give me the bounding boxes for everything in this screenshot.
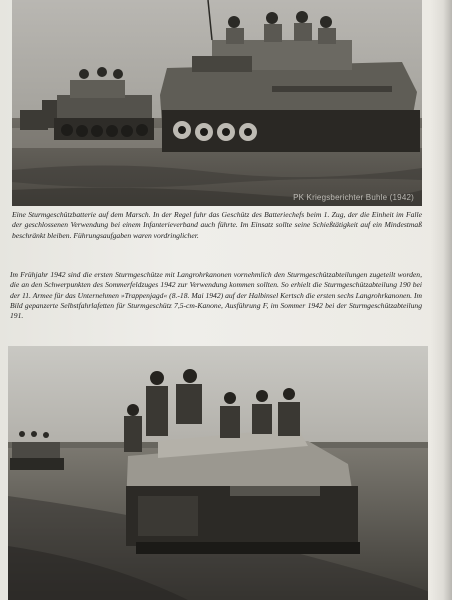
photo-credit: PK Kriegsberichter Buhle (1942) [293, 193, 414, 202]
bottom-photo-image [8, 346, 428, 600]
page-spine-shadow [430, 0, 452, 600]
top-photo [12, 0, 422, 206]
caption-top: Eine Sturmgeschützbatterie auf dem Marsch. In der Regel fuhr das Geschütz des Batteriechefs beim 1. Zug, der die Einheit im Falle der geschlossenen Verwendung bei einem Infanterieverband auch führte. Im Einsatz sollte seine Schießtätigkeit auf ein Mindestmaß beschränkt bleiben. Führungsaufgaben waren vordringlicher. [12, 210, 422, 240]
bottom-photo [8, 346, 428, 600]
top-photo-image [12, 0, 422, 206]
caption-bottom: Im Frühjahr 1942 sind die ersten Sturmgeschütze mit Langrohrkanonen vornehmlich den Sturmgeschützabteilungen zugeteilt worden, die an den Schwerpunkten des Sommerfeldzuges 1942 zur Verwendung kommen sollten. So erhielt die Sturmgeschützabteilung 190 bei der 11. Armee für das Unternehmen »Trappenjagd« (8.-18. Mai 1942) auf der Halbinsel Kertsch die ersten sechs Langrohrkanonen. Im Bild gepanzerte Selbstfahrlafetten für Sturmgeschütz 7,5-cm-Kanone, Ausführung F, im Sommer 1942 bei der Sturmgeschützabteilung 191. [10, 270, 422, 321]
